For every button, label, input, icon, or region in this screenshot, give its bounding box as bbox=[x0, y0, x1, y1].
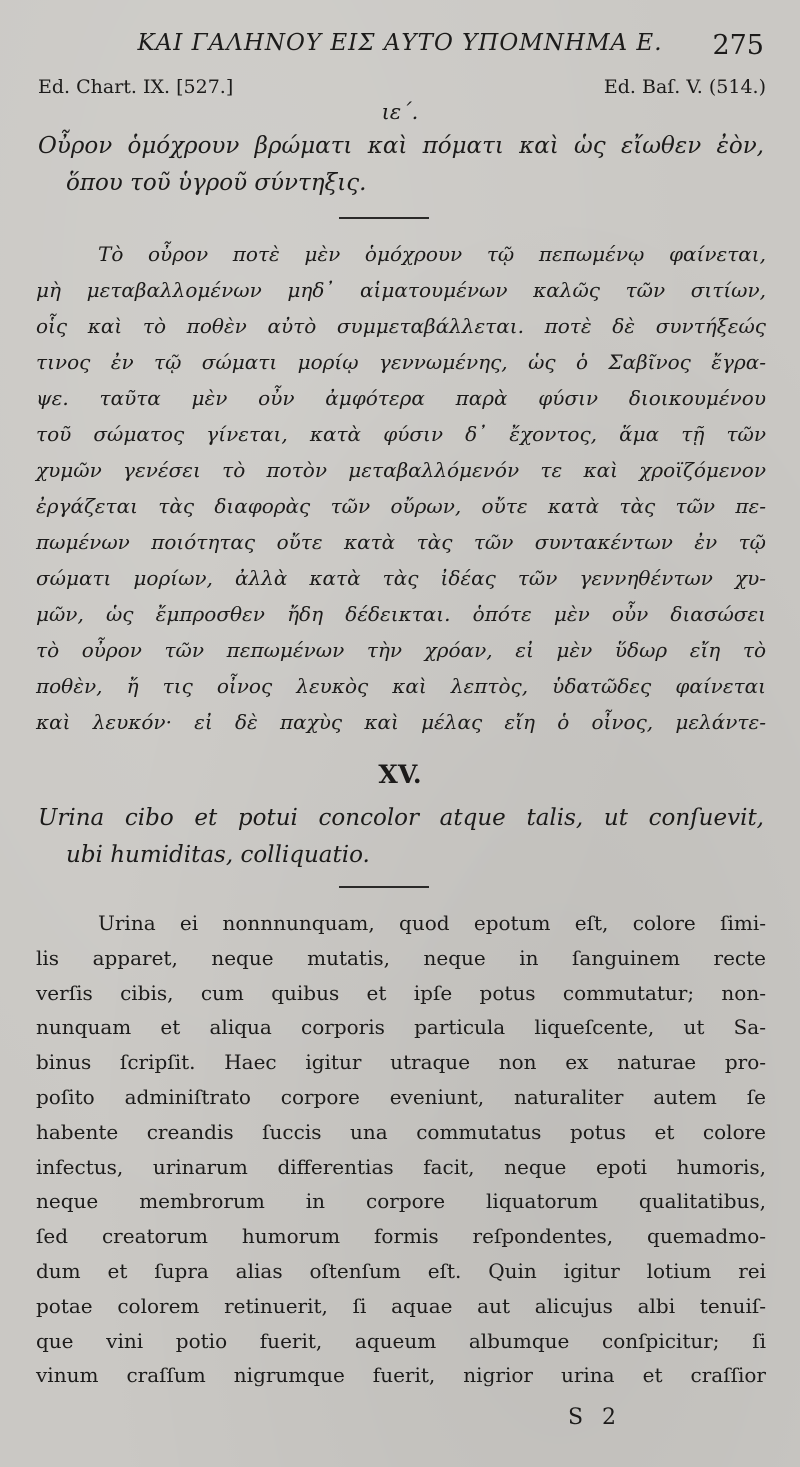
latin-line-4: nunquam et aliqua corporis particula liqueſcente, ut Sa- bbox=[36, 1015, 766, 1040]
latin-section-heading bbox=[38, 800, 764, 874]
latin-line-12: potae colorem retinuerit, ſi aquae aut alicujus albi tenuiſ- bbox=[36, 1293, 766, 1318]
latin-heading-line-2: ubi humiditas, colliquatio. bbox=[66, 842, 370, 868]
greek-line-6: τοῦ σώματος γίνεται, κατὰ φύσιν δ᾽ ἔχοντος, ἅμα τῇ τῶν bbox=[36, 422, 766, 446]
latin-section-number: XV. bbox=[378, 760, 422, 789]
greek-line-14: καὶ λευκόν· εἰ δὲ παχὺς καὶ μέλας εἴη ὁ οἶνος, μελάντε- bbox=[36, 710, 766, 734]
greek-line-8: ἐργάζεται τὰς διαφορὰς τῶν οὔρων, οὔτε κατὰ τὰς τῶν πε- bbox=[36, 494, 766, 518]
latin-line-10: ſed creatorum humorum formis reſpondentes, quemadmo- bbox=[36, 1224, 766, 1249]
section-divider-latin bbox=[339, 886, 429, 888]
page-number: 275 bbox=[712, 30, 764, 61]
greek-heading-line-2: ὅπου τοῦ ὑγροῦ σύντηξις. bbox=[66, 170, 367, 196]
edition-reference-left: Ed. Chart. IX. [527.] bbox=[38, 76, 234, 98]
latin-paragraph bbox=[36, 906, 766, 1393]
greek-line-10: σώματι μορίων, ἀλλὰ κατὰ τὰς ἰδέας τῶν γεννηθέντων χυ- bbox=[36, 566, 766, 590]
latin-line-13: que vini potio fuerit, aqueum albumque conſpicitur; ſi bbox=[36, 1328, 766, 1353]
latin-line-5: binus ſcripſit. Haec igitur utraque non ex naturae pro- bbox=[36, 1050, 766, 1075]
greek-section-number: ιε΄. bbox=[381, 100, 419, 124]
greek-line-1: Τὸ οὖρον ποτὲ μὲν ὁμόχρουν τῷ πεπωμένῳ φαίνεται, bbox=[98, 242, 766, 266]
greek-heading-line-1: Οὖρον ὁμόχρουν βρώματι καὶ πόματι καὶ ὡς εἴωθεν ἐὸν, bbox=[38, 133, 764, 159]
latin-line-7: habente creandis ſuccis una commutatus potus et colore bbox=[36, 1119, 766, 1144]
greek-line-5: ψε. ταῦτα μὲν οὖν ἀμφότερα παρὰ φύσιν διοικουμένου bbox=[36, 386, 766, 410]
greek-section-heading bbox=[38, 128, 764, 202]
section-divider-greek bbox=[339, 217, 429, 219]
greek-line-12: τὸ οὖρον τῶν πεπωμένων τὴν χρόαν, εἰ μὲν ὕδωρ εἴη τὸ bbox=[36, 638, 766, 662]
greek-line-4: τινος ἐν τῷ σώματι μορίῳ γεννωμένης, ὡς ὁ Σαβῖνος ἔγρα- bbox=[36, 350, 766, 374]
latin-line-8: infectus, urinarum differentias facit, neque epoti humoris, bbox=[36, 1154, 766, 1179]
greek-paragraph bbox=[36, 236, 766, 740]
greek-line-13: ποθὲν, ἤ τις οἶνος λευκὸς καὶ λεπτὸς, ὑδατῶδες φαίνεται bbox=[36, 674, 766, 698]
latin-line-3: verſis cibis, cum quibus et ipſe potus commutatur; non- bbox=[36, 980, 766, 1005]
greek-line-7: χυμῶν γενέσει τὸ ποτὸν μεταβαλλόμενόν τε καὶ χροϊζόμενον bbox=[36, 458, 766, 482]
latin-line-11: dum et ſupra alias oſtenſum eſt. Quin igitur lotium rei bbox=[36, 1258, 766, 1283]
signature-mark: S 2 bbox=[567, 1405, 622, 1430]
latin-line-1: Urina ei nonnnunquam, quod epotum eſt, colore ſimi- bbox=[98, 911, 766, 935]
latin-line-9: neque membrorum in corpore liquatorum qualitatibus, bbox=[36, 1189, 766, 1214]
latin-line-2: lis apparet, neque mutatis, neque in ſanguinem recte bbox=[36, 945, 766, 970]
greek-line-9: πωμένων ποιότητας οὔτε κατὰ τὰς τῶν συντακέντων ἐν τῷ bbox=[36, 530, 766, 554]
latin-line-14: vinum craſſum nigrumque fuerit, nigrior urina et craſſior bbox=[36, 1363, 766, 1388]
latin-line-6: poſito adminiſtrato corpore eveniunt, naturaliter autem ſe bbox=[36, 1084, 766, 1109]
latin-heading-line-1: Urina cibo et potui concolor atque talis, ut conſuevit, bbox=[38, 805, 764, 831]
greek-line-3: οἷς καὶ τὸ ποθὲν αὐτὸ συμμεταβάλλεται. ποτὲ δὲ συντήξεώς bbox=[36, 314, 766, 338]
edition-reference-right: Ed. Baſ. V. (514.) bbox=[603, 76, 766, 98]
running-head: ΚΑΙ ΓΑΛΗΝΟΥ ΕΙΣ ΑΥΤΟ ΥΠΟΜΝΗΜΑ Ε. bbox=[137, 30, 663, 56]
greek-line-11: μῶν, ὡς ἔμπροσθεν ἤδη δέδεικται. ὁπότε μὲν οὖν διασώσει bbox=[36, 602, 766, 626]
greek-line-2: μὴ μεταβαλλομένων μηδ᾽ αἱματουμένων καλῶς τῶν σιτίων, bbox=[36, 278, 766, 302]
